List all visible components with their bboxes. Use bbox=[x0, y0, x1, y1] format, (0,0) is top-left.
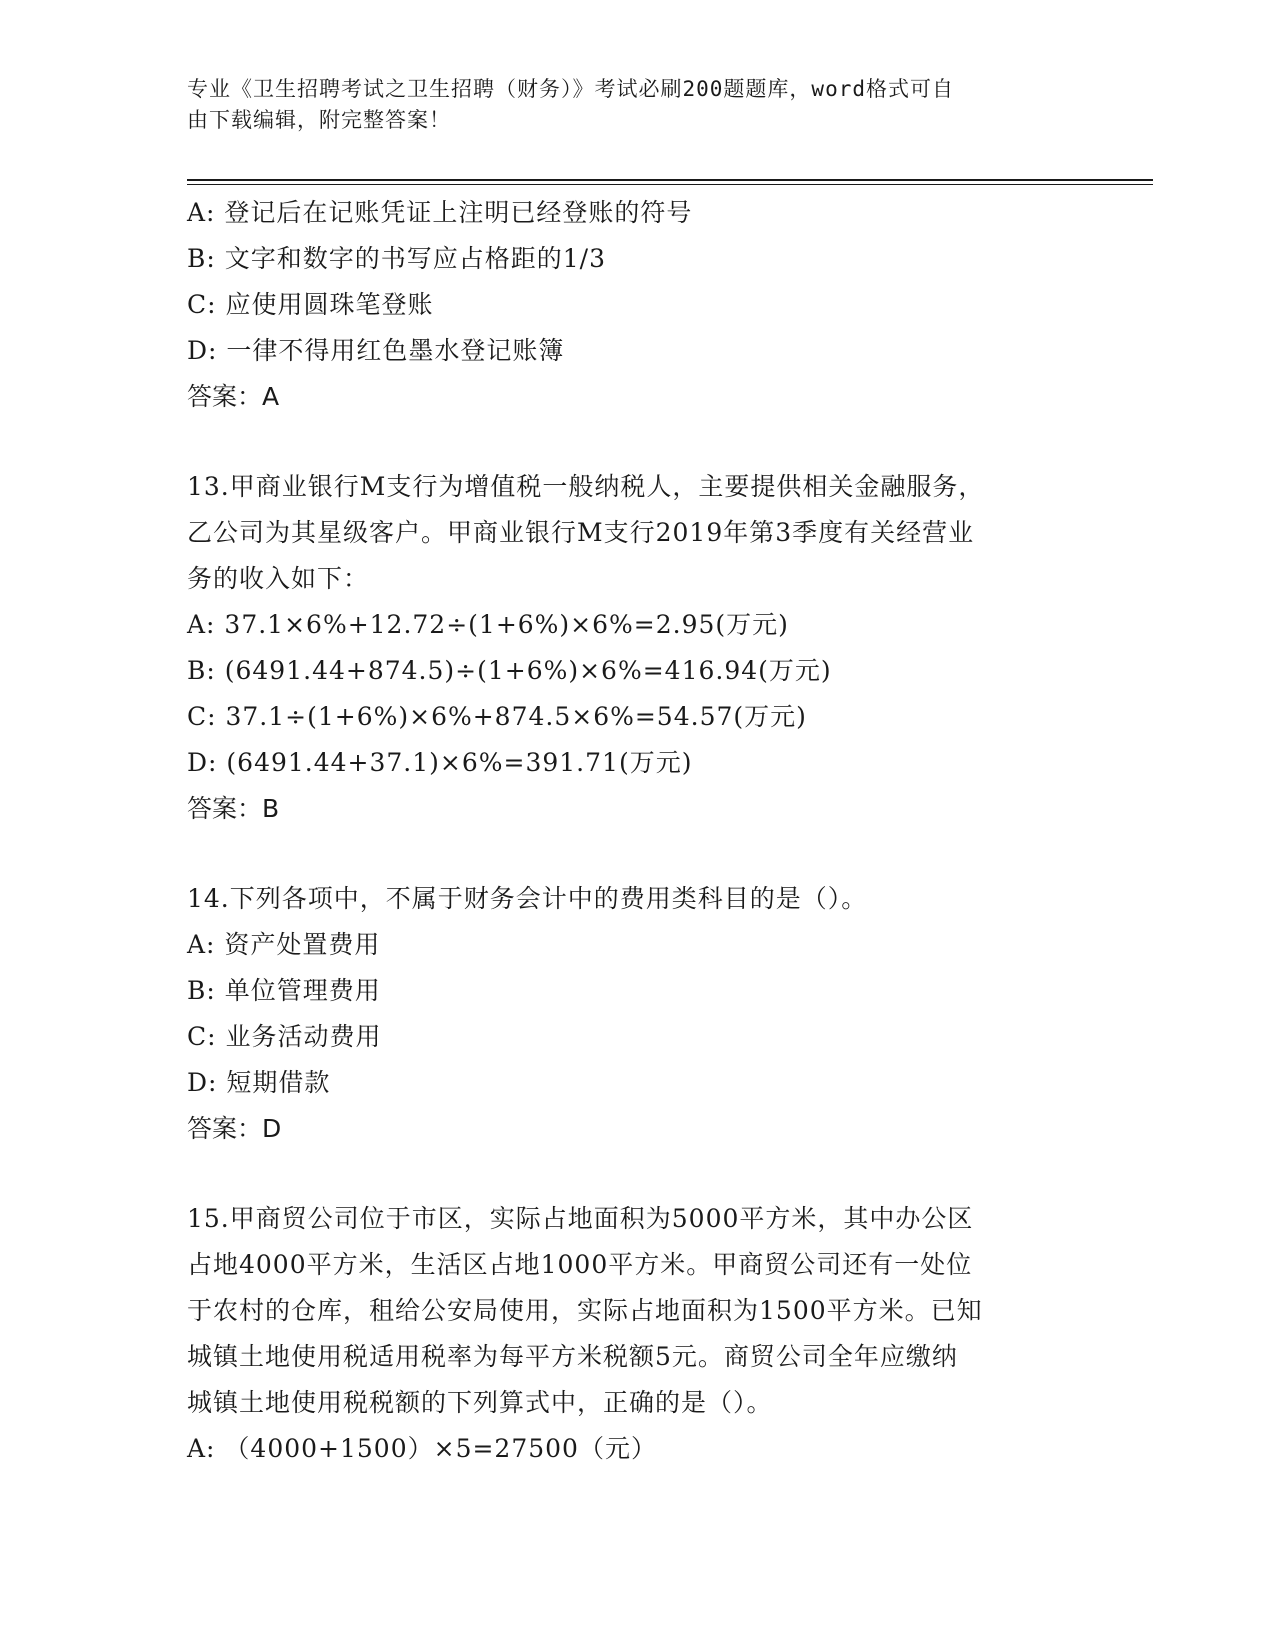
answer: 答案：D bbox=[187, 1114, 282, 1143]
header-rule-thin bbox=[187, 184, 1153, 185]
option-a: A: 登记后在记账凭证上注明已经登账的符号 bbox=[187, 198, 693, 227]
option-d: D: 短期借款 bbox=[187, 1068, 331, 1097]
spacer bbox=[187, 1152, 1087, 1196]
header-line-1: 专业《卫生招聘考试之卫生招聘（财务）》考试必刷200题题库，word格式可自 bbox=[187, 77, 954, 101]
option-a: A: 资产处置费用 bbox=[187, 930, 381, 959]
header-rule-thick bbox=[187, 179, 1153, 181]
question-15 bbox=[187, 1196, 1087, 1472]
answer: 答案：B bbox=[187, 794, 280, 823]
question-stem-line: 14.下列各项中，不属于财务会计中的费用类科目的是（）。 bbox=[187, 884, 868, 913]
option-b: B: 单位管理费用 bbox=[187, 976, 381, 1005]
header-line-2: 由下载编辑，附完整答案！ bbox=[187, 108, 451, 132]
option-b: B: 文字和数字的书写应占格距的1/3 bbox=[187, 244, 606, 273]
question-stem-line: 城镇土地使用税适用税率为每平方米税额5元。商贸公司全年应缴纳 bbox=[187, 1342, 958, 1371]
question-stem-line: 15.甲商贸公司位于市区，实际占地面积为5000平方米，其中办公区 bbox=[187, 1204, 974, 1233]
option-c: C: 37.1÷(1+6%)×6%+874.5×6%=54.57(万元) bbox=[187, 702, 807, 731]
question-stem-line: 13.甲商业银行M支行为增值税一般纳税人，主要提供相关金融服务， bbox=[187, 472, 985, 501]
option-c: C: 业务活动费用 bbox=[187, 1022, 382, 1051]
spacer bbox=[187, 832, 1087, 876]
option-d: D: (6491.44+37.1)×6%=391.71(万元) bbox=[187, 748, 693, 777]
answer: 答案：A bbox=[187, 382, 280, 411]
option-c: C: 应使用圆珠笔登账 bbox=[187, 290, 434, 319]
question-14 bbox=[187, 876, 1087, 1152]
document-header bbox=[187, 74, 1067, 136]
question-13 bbox=[187, 464, 1087, 832]
question-12 bbox=[187, 190, 1087, 420]
question-content bbox=[187, 190, 1087, 1472]
option-a: A: 37.1×6%+12.72÷(1+6%)×6%=2.95(万元) bbox=[187, 610, 789, 639]
question-stem-line: 乙公司为其星级客户。甲商业银行M支行2019年第3季度有关经营业 bbox=[187, 518, 975, 547]
spacer bbox=[187, 420, 1087, 464]
option-d: D: 一律不得用红色墨水登记账簿 bbox=[187, 336, 565, 365]
question-stem-line: 占地4000平方米，生活区占地1000平方米。甲商贸公司还有一处位 bbox=[187, 1250, 973, 1279]
option-b: B: (6491.44+874.5)÷(1+6%)×6%=416.94(万元) bbox=[187, 656, 832, 685]
question-stem-line: 于农村的仓库，租给公安局使用，实际占地面积为1500平方米。已知 bbox=[187, 1296, 983, 1325]
option-a: A: （4000+1500）×5=27500（元） bbox=[187, 1434, 657, 1463]
question-stem-line: 城镇土地使用税税额的下列算式中，正确的是（）。 bbox=[187, 1388, 773, 1417]
question-stem-line: 务的收入如下： bbox=[187, 564, 370, 593]
